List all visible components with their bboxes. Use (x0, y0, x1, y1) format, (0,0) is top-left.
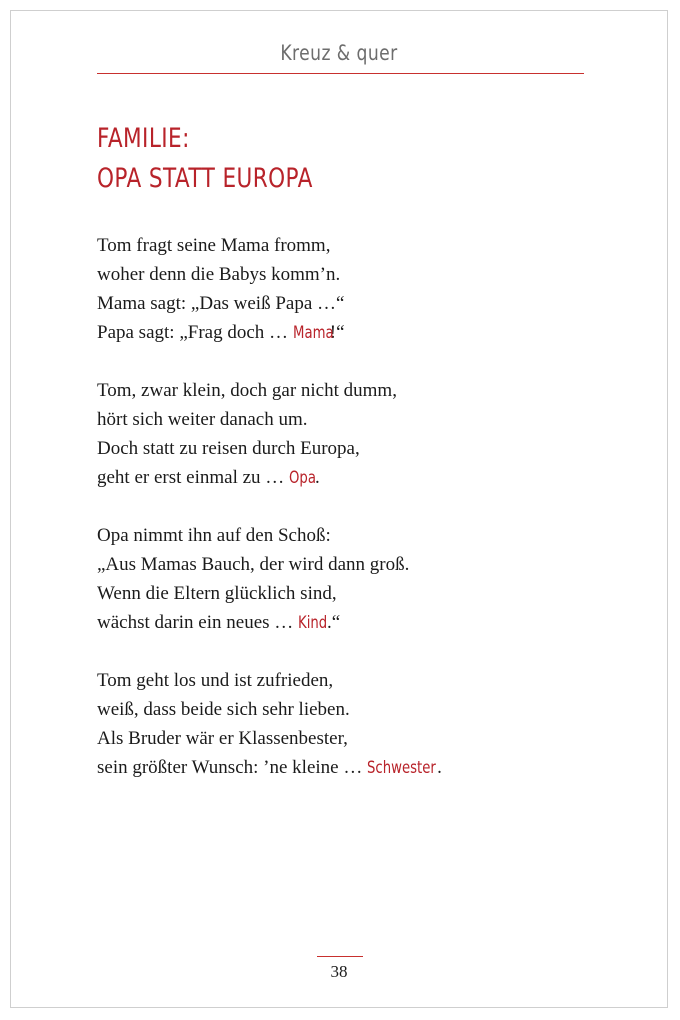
rhyme-answer: Mama (292, 323, 334, 343)
poem-line-text: geht er erst einmal zu … (97, 467, 290, 488)
stanza-3 (97, 521, 442, 637)
poem-line: Wenn die Eltern glücklich sind, (97, 583, 337, 604)
poem-line: Tom, zwar klein, doch gar nicht dumm, (97, 380, 397, 401)
chapter-title (97, 119, 313, 199)
poem-line: Mama sagt: „Das weiß Papa …“ (97, 293, 345, 314)
chapter-title-line-1: FAMILIE: (97, 123, 190, 154)
poem-line-with-answer (97, 608, 442, 637)
answer-suffix: !“ (329, 322, 345, 343)
poem-line-text: wächst darin ein neues … (97, 612, 299, 633)
poem-line: weiß, dass beide sich sehr lieben. (97, 699, 350, 720)
rhyme-answer: Kind (298, 613, 328, 633)
answer-suffix: . (315, 467, 320, 488)
rhyme-answer: Opa (289, 468, 317, 488)
poem (97, 231, 442, 811)
poem-line: „Aus Mamas Bauch, der wird dann groß. (97, 554, 410, 575)
answer-suffix: .“ (327, 612, 341, 633)
poem-line: Doch statt zu reisen durch Europa, (97, 438, 360, 459)
poem-line: Opa nimmt ihn auf den Schoß: (97, 525, 331, 546)
footer-divider (317, 956, 363, 957)
poem-line-with-answer (97, 753, 442, 782)
book-page (10, 10, 668, 1008)
answer-suffix: . (437, 757, 442, 778)
poem-line-text: sein größter Wunsch: ’ne kleine … (97, 757, 368, 778)
stanza-1 (97, 231, 442, 347)
poem-line-text: Papa sagt: „Frag doch … (97, 322, 293, 343)
stanza-4 (97, 666, 442, 782)
header-divider (97, 73, 584, 74)
poem-line-with-answer (97, 318, 442, 347)
chapter-title-line-2: OPA STATT EUROPA (97, 163, 313, 194)
poem-line: hört sich weiter danach um. (97, 409, 308, 430)
poem-line: Tom geht los und ist zufrieden, (97, 670, 334, 691)
page-number: 38 (330, 962, 348, 981)
rhyme-answer: Schwester (367, 758, 436, 778)
poem-line: woher denn die Babys komm’n. (97, 264, 341, 285)
running-header: Kreuz & quer (280, 41, 398, 65)
poem-line: Tom fragt seine Mama fromm, (97, 235, 331, 256)
stanza-2 (97, 376, 442, 492)
poem-line: Als Bruder wär er Klassenbester, (97, 728, 348, 749)
poem-line-with-answer (97, 463, 442, 492)
